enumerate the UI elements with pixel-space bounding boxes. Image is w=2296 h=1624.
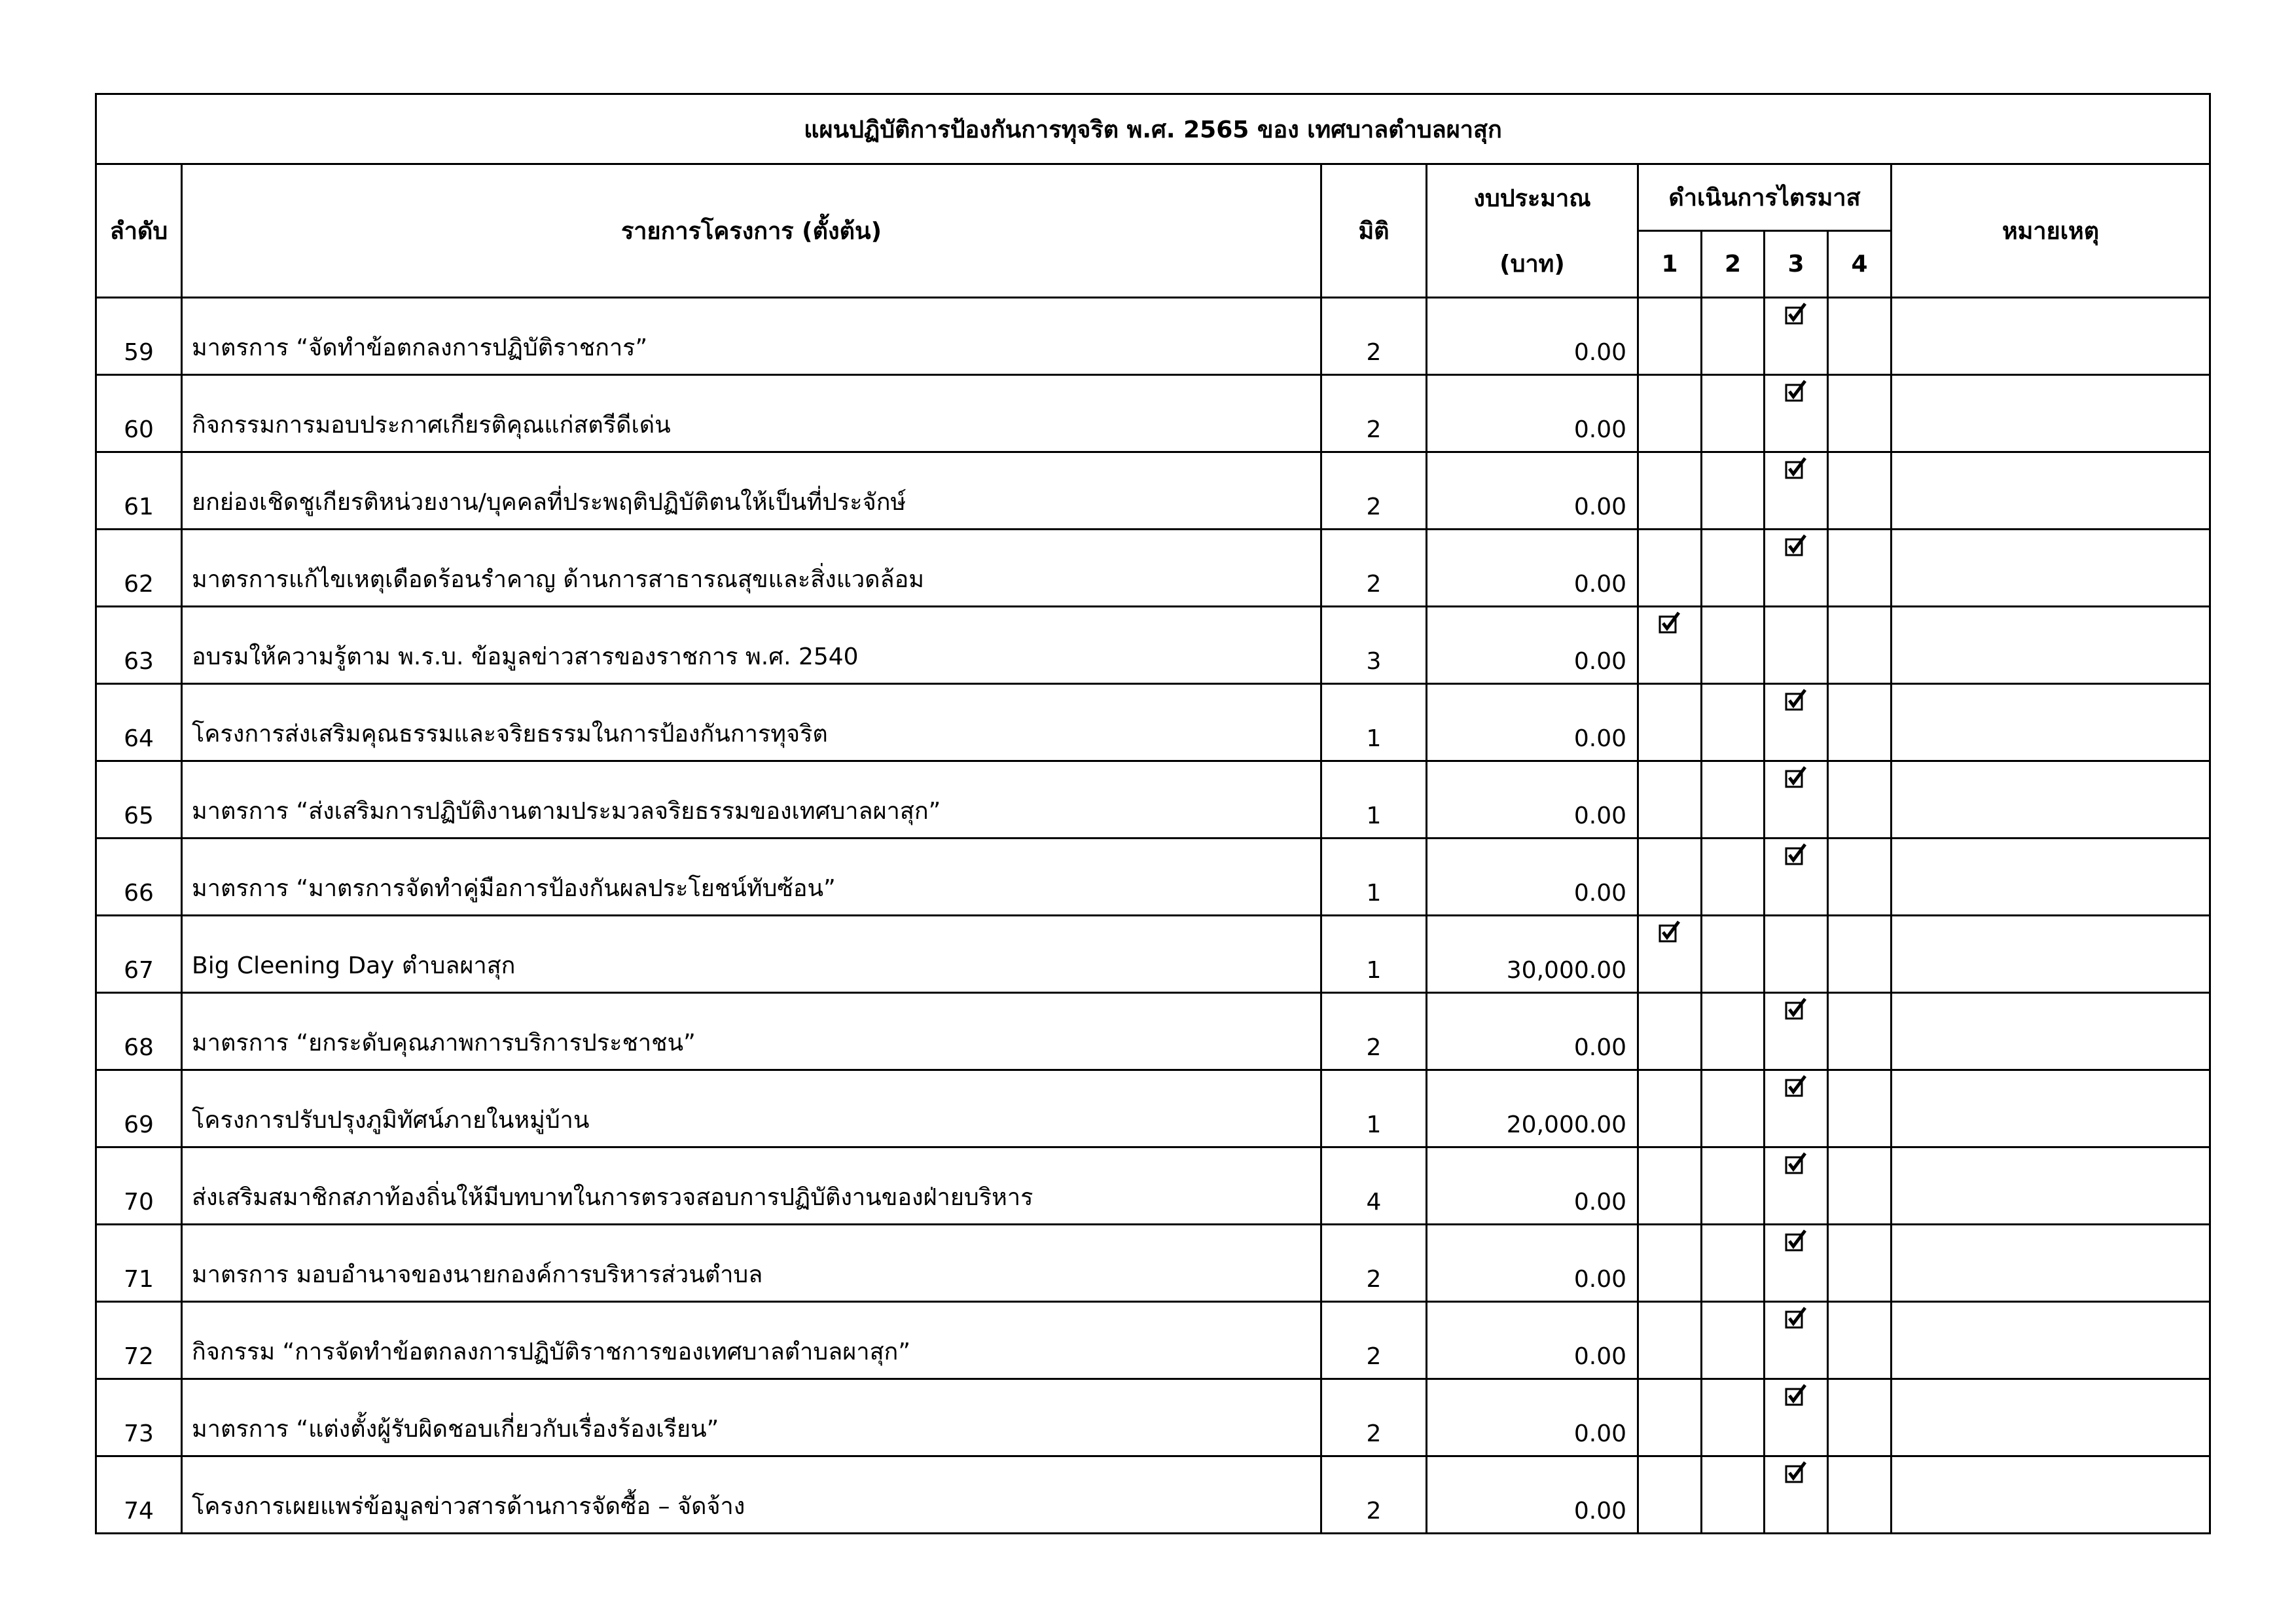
row-budget: 0.00 bbox=[1427, 1302, 1638, 1379]
header-dimension: มิติ bbox=[1321, 164, 1427, 298]
table-title: แผนปฏิบัติการป้องกันการทุจริต พ.ศ. 2565 ของ เทศบาลตำบลผาสุก bbox=[96, 94, 2210, 164]
row-order: 65 bbox=[96, 761, 182, 839]
row-q2 bbox=[1702, 1379, 1765, 1456]
row-project-name: กิจกรรมการมอบประกาศเกียรติคุณแก่สตรีดีเด่น bbox=[182, 375, 1321, 452]
table-row bbox=[96, 452, 2210, 530]
row-project-name: มาตรการ “จัดทำข้อตกลงการปฏิบัติราชการ” bbox=[182, 298, 1321, 375]
table-row bbox=[96, 1225, 2210, 1302]
row-q4 bbox=[1828, 916, 1892, 993]
row-remark bbox=[1892, 1147, 2210, 1225]
row-order: 69 bbox=[96, 1070, 182, 1147]
header-order: ลำดับ bbox=[96, 164, 182, 298]
row-project-name: โครงการส่งเสริมคุณธรรมและจริยธรรมในการป้องกันการทุจริต bbox=[182, 684, 1321, 761]
checkbox-checked-icon bbox=[1785, 1229, 1807, 1252]
header-q4: 4 bbox=[1828, 231, 1892, 298]
row-q2 bbox=[1702, 1456, 1765, 1534]
row-q1 bbox=[1638, 916, 1702, 993]
row-q1 bbox=[1638, 298, 1702, 375]
table-row bbox=[96, 916, 2210, 993]
row-remark bbox=[1892, 1302, 2210, 1379]
row-project-name: มาตรการ “ส่งเสริมการปฏิบัติงานตามประมวลจริยธรรมของเทศบาลผาสุก” bbox=[182, 761, 1321, 839]
row-remark bbox=[1892, 1456, 2210, 1534]
row-project-name: อบรมให้ความรู้ตาม พ.ร.บ. ข้อมูลข่าวสารของราชการ พ.ศ. 2540 bbox=[182, 607, 1321, 684]
row-dimension: 1 bbox=[1321, 684, 1427, 761]
row-dimension: 2 bbox=[1321, 452, 1427, 530]
table-row bbox=[96, 1379, 2210, 1456]
checkbox-checked-icon bbox=[1785, 689, 1807, 711]
row-budget: 0.00 bbox=[1427, 1225, 1638, 1302]
row-project-name: ยกย่องเชิดชูเกียรติหน่วยงาน/บุคคลที่ประพฤติปฏิบัติตนให้เป็นที่ประจักษ์ bbox=[182, 452, 1321, 530]
row-budget: 0.00 bbox=[1427, 993, 1638, 1070]
row-remark bbox=[1892, 684, 2210, 761]
row-remark bbox=[1892, 452, 2210, 530]
row-q3 bbox=[1765, 530, 1828, 607]
table-row bbox=[96, 607, 2210, 684]
row-q2 bbox=[1702, 607, 1765, 684]
checkbox-checked-icon bbox=[1785, 1307, 1807, 1329]
row-q3 bbox=[1765, 1147, 1828, 1225]
checkbox-checked-icon bbox=[1785, 1075, 1807, 1097]
row-dimension: 2 bbox=[1321, 530, 1427, 607]
checkbox-checked-icon bbox=[1785, 302, 1807, 325]
checkbox-checked-icon bbox=[1785, 998, 1807, 1020]
row-q4 bbox=[1828, 1456, 1892, 1534]
row-order: 66 bbox=[96, 839, 182, 916]
row-q2 bbox=[1702, 375, 1765, 452]
row-q4 bbox=[1828, 375, 1892, 452]
table-row bbox=[96, 530, 2210, 607]
row-order: 71 bbox=[96, 1225, 182, 1302]
row-q2 bbox=[1702, 1302, 1765, 1379]
row-q1 bbox=[1638, 1456, 1702, 1534]
row-budget: 30,000.00 bbox=[1427, 916, 1638, 993]
row-remark bbox=[1892, 1070, 2210, 1147]
row-project-name: กิจกรรม “การจัดทำข้อตกลงการปฏิบัติราชการของเทศบาลตำบลผาสุก” bbox=[182, 1302, 1321, 1379]
row-budget: 0.00 bbox=[1427, 684, 1638, 761]
row-project-name: มาตรการแก้ไขเหตุเดือดร้อนรำคาญ ด้านการสาธารณสุขและสิ่งแวดล้อม bbox=[182, 530, 1321, 607]
row-budget: 0.00 bbox=[1427, 298, 1638, 375]
row-q2 bbox=[1702, 452, 1765, 530]
row-q2 bbox=[1702, 839, 1765, 916]
row-budget: 0.00 bbox=[1427, 530, 1638, 607]
header-budget-unit: (บาท) bbox=[1427, 231, 1638, 298]
header-q2: 2 bbox=[1702, 231, 1765, 298]
row-q3 bbox=[1765, 452, 1828, 530]
row-dimension: 1 bbox=[1321, 761, 1427, 839]
table-row bbox=[96, 684, 2210, 761]
row-q1 bbox=[1638, 530, 1702, 607]
header-quarter-group: ดำเนินการไตรมาส bbox=[1638, 164, 1892, 231]
row-q3 bbox=[1765, 1379, 1828, 1456]
table-body bbox=[96, 298, 2210, 1534]
row-remark bbox=[1892, 916, 2210, 993]
row-budget: 20,000.00 bbox=[1427, 1070, 1638, 1147]
row-remark bbox=[1892, 298, 2210, 375]
row-q3 bbox=[1765, 839, 1828, 916]
row-q1 bbox=[1638, 452, 1702, 530]
header-project: รายการโครงการ (ตั้งต้น) bbox=[182, 164, 1321, 298]
row-q3 bbox=[1765, 1225, 1828, 1302]
checkbox-checked-icon bbox=[1785, 380, 1807, 402]
row-remark bbox=[1892, 1225, 2210, 1302]
row-order: 67 bbox=[96, 916, 182, 993]
row-q1 bbox=[1638, 993, 1702, 1070]
row-q1 bbox=[1638, 1302, 1702, 1379]
checkbox-checked-icon bbox=[1785, 1152, 1807, 1174]
row-q2 bbox=[1702, 1147, 1765, 1225]
table-row bbox=[96, 298, 2210, 375]
table-row bbox=[96, 839, 2210, 916]
row-q3 bbox=[1765, 1302, 1828, 1379]
checkbox-checked-icon bbox=[1659, 611, 1681, 634]
row-q2 bbox=[1702, 761, 1765, 839]
row-dimension: 2 bbox=[1321, 1456, 1427, 1534]
row-q4 bbox=[1828, 607, 1892, 684]
checkbox-checked-icon bbox=[1659, 920, 1681, 943]
row-q3 bbox=[1765, 761, 1828, 839]
header-q3: 3 bbox=[1765, 231, 1828, 298]
row-dimension: 2 bbox=[1321, 993, 1427, 1070]
checkbox-checked-icon bbox=[1785, 1384, 1807, 1406]
row-q4 bbox=[1828, 1225, 1892, 1302]
row-dimension: 2 bbox=[1321, 1302, 1427, 1379]
table-row bbox=[96, 1147, 2210, 1225]
row-order: 60 bbox=[96, 375, 182, 452]
row-q2 bbox=[1702, 530, 1765, 607]
row-order: 63 bbox=[96, 607, 182, 684]
checkbox-checked-icon bbox=[1785, 457, 1807, 479]
row-budget: 0.00 bbox=[1427, 761, 1638, 839]
row-q3 bbox=[1765, 916, 1828, 993]
row-q3 bbox=[1765, 375, 1828, 452]
row-order: 70 bbox=[96, 1147, 182, 1225]
checkbox-checked-icon bbox=[1785, 766, 1807, 788]
row-q4 bbox=[1828, 1379, 1892, 1456]
row-q2 bbox=[1702, 993, 1765, 1070]
row-q1 bbox=[1638, 1070, 1702, 1147]
row-q4 bbox=[1828, 452, 1892, 530]
row-project-name: มาตรการ “ยกระดับคุณภาพการบริการประชาชน” bbox=[182, 993, 1321, 1070]
row-q2 bbox=[1702, 298, 1765, 375]
row-q4 bbox=[1828, 761, 1892, 839]
row-project-name: Big Cleening Day ตำบลผาสุก bbox=[182, 916, 1321, 993]
row-order: 68 bbox=[96, 993, 182, 1070]
row-q1 bbox=[1638, 839, 1702, 916]
row-q3 bbox=[1765, 1070, 1828, 1147]
row-dimension: 2 bbox=[1321, 1225, 1427, 1302]
row-budget: 0.00 bbox=[1427, 839, 1638, 916]
table-row bbox=[96, 1456, 2210, 1534]
checkbox-checked-icon bbox=[1785, 1461, 1807, 1483]
row-remark bbox=[1892, 839, 2210, 916]
row-project-name: โครงการเผยแพร่ข้อมูลข่าวสารด้านการจัดซื้อ – จัดจ้าง bbox=[182, 1456, 1321, 1534]
row-budget: 0.00 bbox=[1427, 1147, 1638, 1225]
row-q1 bbox=[1638, 684, 1702, 761]
row-q3 bbox=[1765, 684, 1828, 761]
row-budget: 0.00 bbox=[1427, 452, 1638, 530]
header-remark: หมายเหตุ bbox=[1892, 164, 2210, 298]
row-q4 bbox=[1828, 993, 1892, 1070]
row-order: 64 bbox=[96, 684, 182, 761]
row-dimension: 1 bbox=[1321, 839, 1427, 916]
row-q1 bbox=[1638, 761, 1702, 839]
row-dimension: 2 bbox=[1321, 375, 1427, 452]
row-remark bbox=[1892, 761, 2210, 839]
row-q2 bbox=[1702, 1225, 1765, 1302]
row-q2 bbox=[1702, 684, 1765, 761]
row-q4 bbox=[1828, 1302, 1892, 1379]
row-project-name: มาตรการ “มาตรการจัดทำคู่มือการป้องกันผลประโยชน์ทับซ้อน” bbox=[182, 839, 1321, 916]
row-order: 74 bbox=[96, 1456, 182, 1534]
row-project-name: มาตรการ มอบอำนาจของนายกองค์การบริหารส่วนตำบล bbox=[182, 1225, 1321, 1302]
row-remark bbox=[1892, 375, 2210, 452]
row-budget: 0.00 bbox=[1427, 1456, 1638, 1534]
row-q4 bbox=[1828, 298, 1892, 375]
row-dimension: 4 bbox=[1321, 1147, 1427, 1225]
row-remark bbox=[1892, 607, 2210, 684]
row-dimension: 2 bbox=[1321, 1379, 1427, 1456]
row-order: 72 bbox=[96, 1302, 182, 1379]
row-remark bbox=[1892, 993, 2210, 1070]
row-dimension: 2 bbox=[1321, 298, 1427, 375]
table-row bbox=[96, 1302, 2210, 1379]
row-q4 bbox=[1828, 530, 1892, 607]
row-order: 59 bbox=[96, 298, 182, 375]
row-q2 bbox=[1702, 916, 1765, 993]
row-q4 bbox=[1828, 1070, 1892, 1147]
table-row bbox=[96, 375, 2210, 452]
checkbox-checked-icon bbox=[1785, 843, 1807, 865]
row-q3 bbox=[1765, 1456, 1828, 1534]
row-project-name: มาตรการ “แต่งตั้งผู้รับผิดชอบเกี่ยวกับเรื่องร้องเรียน” bbox=[182, 1379, 1321, 1456]
row-q1 bbox=[1638, 1225, 1702, 1302]
table-row bbox=[96, 1070, 2210, 1147]
header-budget: งบประมาณ bbox=[1427, 164, 1638, 231]
checkbox-checked-icon bbox=[1785, 534, 1807, 556]
header-q1: 1 bbox=[1638, 231, 1702, 298]
row-order: 61 bbox=[96, 452, 182, 530]
row-q3 bbox=[1765, 298, 1828, 375]
row-project-name: ส่งเสริมสมาชิกสภาท้องถิ่นให้มีบทบาทในการตรวจสอบการปฏิบัติงานของฝ่ายบริหาร bbox=[182, 1147, 1321, 1225]
row-q4 bbox=[1828, 839, 1892, 916]
row-q1 bbox=[1638, 607, 1702, 684]
row-budget: 0.00 bbox=[1427, 607, 1638, 684]
row-project-name: โครงการปรับปรุงภูมิทัศน์ภายในหมู่บ้าน bbox=[182, 1070, 1321, 1147]
row-q1 bbox=[1638, 375, 1702, 452]
row-budget: 0.00 bbox=[1427, 375, 1638, 452]
row-q3 bbox=[1765, 993, 1828, 1070]
row-order: 62 bbox=[96, 530, 182, 607]
row-remark bbox=[1892, 1379, 2210, 1456]
row-q2 bbox=[1702, 1070, 1765, 1147]
row-order: 73 bbox=[96, 1379, 182, 1456]
row-budget: 0.00 bbox=[1427, 1379, 1638, 1456]
row-q1 bbox=[1638, 1147, 1702, 1225]
row-q4 bbox=[1828, 1147, 1892, 1225]
row-remark bbox=[1892, 530, 2210, 607]
row-dimension: 1 bbox=[1321, 916, 1427, 993]
row-q4 bbox=[1828, 684, 1892, 761]
table-row bbox=[96, 993, 2210, 1070]
row-q3 bbox=[1765, 607, 1828, 684]
row-dimension: 1 bbox=[1321, 1070, 1427, 1147]
anti-corruption-plan-table bbox=[95, 93, 2211, 1534]
table-row bbox=[96, 761, 2210, 839]
row-q1 bbox=[1638, 1379, 1702, 1456]
row-dimension: 3 bbox=[1321, 607, 1427, 684]
